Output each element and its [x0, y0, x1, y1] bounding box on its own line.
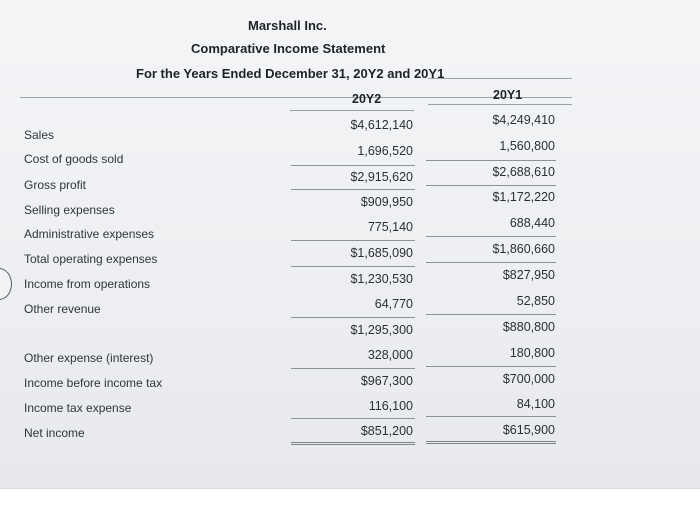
value-20y1-income-tax-expense: 84,100	[516, 397, 555, 411]
statement-title: Comparative Income Statement	[191, 41, 386, 56]
row-label-gross-profit: Gross profit	[24, 178, 87, 192]
row-label-admin-expenses: Administrative expenses	[24, 227, 155, 241]
value-20y2-total-operating-expenses: $1,685,090	[350, 246, 413, 260]
underline-20y2-total-opex	[291, 266, 415, 267]
value-20y1-other-revenue: 52,850	[516, 294, 555, 308]
row-label-sales: Sales	[24, 128, 55, 142]
underline-20y2-cogs	[291, 165, 415, 166]
underline-20y1-other-expense	[426, 366, 556, 367]
row-label-other-revenue: Other revenue	[24, 302, 101, 316]
underline-20y1-total-opex	[426, 262, 556, 263]
value-20y2-cogs: 1,696,520	[357, 144, 413, 158]
value-20y2-admin-expenses: 775,140	[367, 220, 413, 234]
value-20y2-other-revenue: 64,770	[374, 297, 413, 311]
underline-20y1-admin	[426, 236, 556, 237]
row-label-net-income: Net income	[24, 426, 85, 440]
underline-20y1-cogs	[426, 160, 556, 161]
value-20y1-subtotal: $880,800	[502, 320, 555, 334]
underline-20y1-gross-profit	[426, 185, 556, 186]
value-20y2-sales: $4,612,140	[350, 118, 413, 132]
header-rule-long	[20, 97, 572, 98]
header-rule-20y2	[290, 110, 414, 111]
underline-20y1-income-tax	[426, 416, 556, 417]
value-20y1-sales: $4,249,410	[492, 113, 555, 127]
underline-20y2-income-tax	[291, 418, 415, 419]
value-20y1-selling-expenses: $1,172,220	[492, 190, 555, 204]
value-20y1-cogs: 1,560,800	[499, 139, 555, 153]
underline-20y1-other-revenue	[426, 314, 556, 315]
double-underline-20y2-net-income	[291, 442, 415, 445]
value-20y2-income-tax-expense: 116,100	[368, 399, 413, 413]
row-label-income-before-tax: Income before income tax	[24, 376, 163, 390]
column-header-20y2: 20Y2	[352, 92, 382, 106]
statement-period: For the Years Ended December 31, 20Y2 and 20Y1	[136, 66, 445, 81]
value-20y2-other-expense: 328,000	[367, 348, 413, 362]
row-label-cogs: Cost of goods sold	[24, 152, 124, 166]
value-20y1-other-expense: 180,800	[509, 346, 555, 360]
company-name: Marshall Inc.	[248, 18, 327, 33]
value-20y1-income-from-operations: $827,950	[502, 268, 555, 282]
underline-20y2-gross-profit	[291, 189, 415, 190]
value-20y1-net-income: $615,900	[502, 423, 555, 437]
value-20y2-gross-profit: $2,915,620	[350, 170, 413, 184]
row-label-income-from-operations: Income from operations	[24, 277, 151, 291]
row-label-selling-expenses: Selling expenses	[24, 203, 115, 217]
header-rule-20y1	[428, 78, 572, 79]
value-20y1-income-before-tax: $700,000	[502, 372, 555, 386]
value-20y2-income-before-tax: $967,300	[360, 374, 413, 388]
double-underline-20y1-net-income	[426, 441, 556, 444]
underline-20y2-other-revenue	[291, 317, 415, 318]
value-20y1-total-operating-expenses: $1,860,660	[492, 242, 555, 256]
value-20y1-gross-profit: $2,688,610	[492, 165, 555, 179]
value-20y2-net-income: $851,200	[360, 424, 413, 438]
row-label-total-operating-expenses: Total operating expenses	[24, 252, 158, 266]
value-20y1-admin-expenses: 688,440	[509, 216, 555, 230]
value-20y2-selling-expenses: $909,950	[360, 195, 413, 209]
row-label-other-expense: Other expense (interest)	[24, 351, 154, 365]
header-rule-20y1-bottom	[428, 104, 572, 105]
value-20y2-income-from-operations: $1,230,530	[350, 272, 413, 286]
underline-20y2-admin	[291, 240, 415, 241]
side-handle[interactable]	[0, 268, 12, 300]
value-20y2-subtotal: $1,295,300	[350, 323, 413, 337]
bottom-band	[0, 488, 700, 506]
row-label-income-tax-expense: Income tax expense	[24, 401, 132, 415]
underline-20y2-other-expense	[291, 368, 415, 369]
column-header-20y1: 20Y1	[493, 88, 523, 102]
